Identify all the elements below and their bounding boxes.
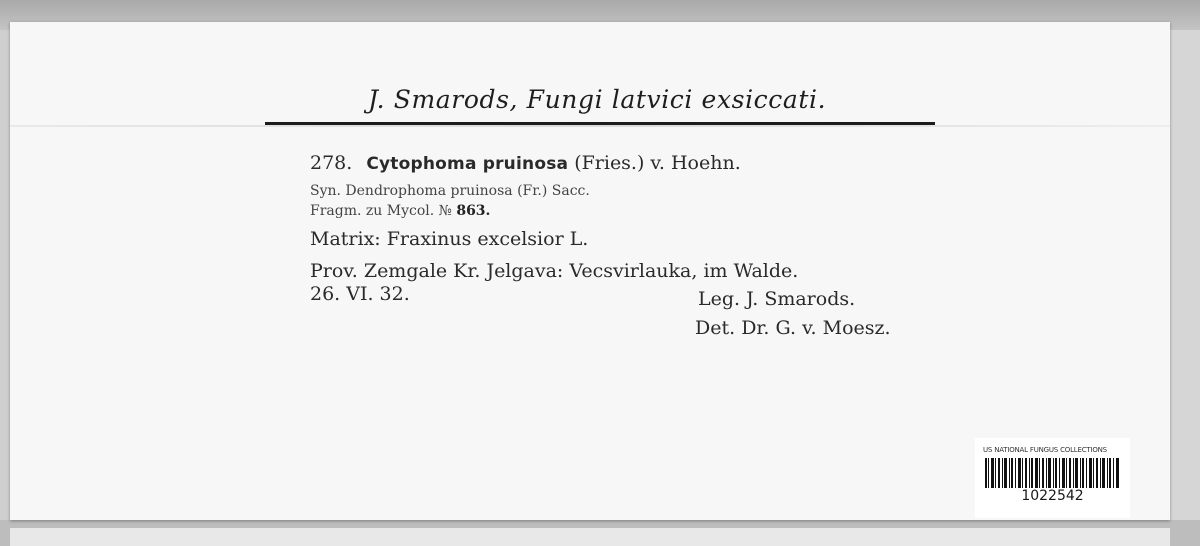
- specimen-name-line: [310, 152, 741, 174]
- exsiccata-number: 278.: [310, 152, 353, 174]
- backdrop-right-edge: [1170, 30, 1200, 520]
- barcode-number: 1022542: [1021, 488, 1084, 504]
- collection-date: 26. VI. 32.: [310, 283, 410, 305]
- reference-number: 863.: [456, 203, 491, 219]
- title-rule: [265, 122, 935, 125]
- species-authority: (Fries.) v. Hoehn.: [574, 152, 741, 174]
- reference-line: [310, 203, 490, 219]
- collector-line: Leg. J. Smarods.: [698, 288, 856, 310]
- card-fold-line: [10, 125, 1170, 127]
- reference-prefix: Fragm. zu Mycol. №: [310, 203, 452, 219]
- synonym-line: Syn. Dendrophoma pruinosa (Fr.) Sacc.: [310, 183, 590, 199]
- species-name: Cytophoma pruinosa: [366, 154, 569, 174]
- determiner-line: Det. Dr. G. v. Moesz.: [695, 317, 891, 339]
- series-title: J. Smarods, Fungi latvici exsiccati.: [368, 85, 827, 114]
- barcode-label: [975, 438, 1130, 518]
- next-sheet-edge: [10, 528, 1170, 546]
- barcode-bars: [985, 458, 1119, 488]
- matrix-line: Matrix: Fraxinus excelsior L.: [310, 228, 589, 250]
- locality-line: Prov. Zemgale Kr. Jelgava: Vecsvirlauka, im Walde.: [310, 260, 799, 282]
- barcode-caption: US NATIONAL FUNGUS COLLECTIONS: [983, 446, 1107, 454]
